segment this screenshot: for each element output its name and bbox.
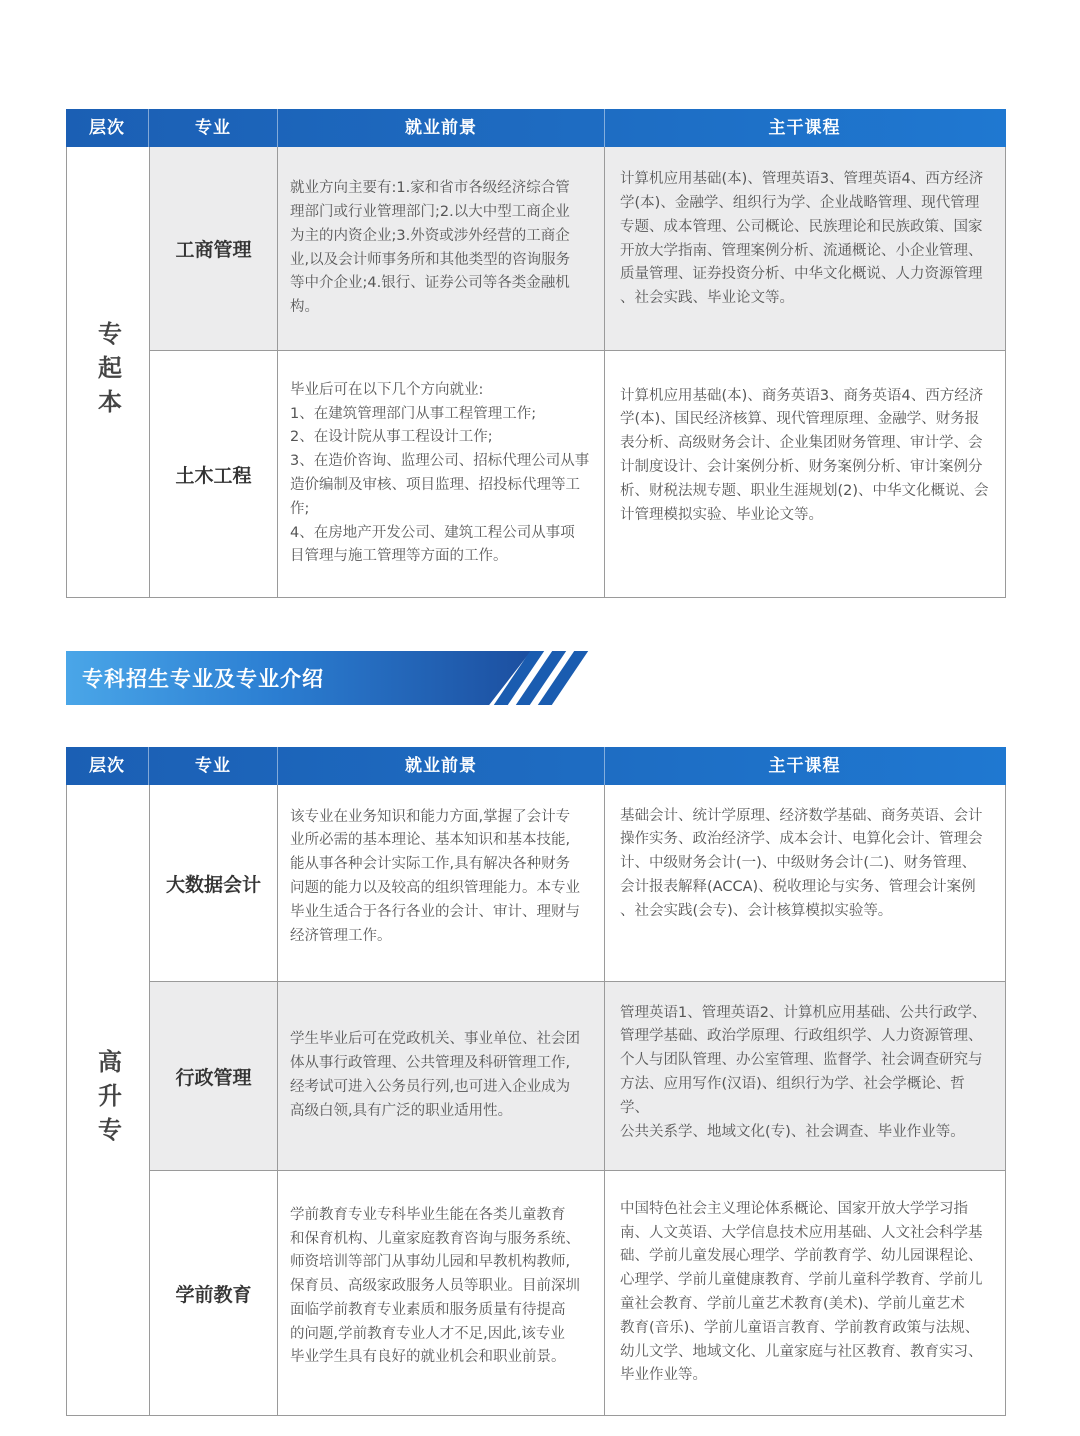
courses-text: 管理英语1、管理英语2、计算机应用基础、公共行政学、 管理学基础、政治学原理、行政组织学、人力资源管理、 个人与团队管理、办公室管理、监督学、社会调查研究与 方法、应用写作(汉语)、组织行为学、社会学概论、哲学、 公共关系学、地域文化(专)、社会调查、毕业作业等。 [620, 1004, 987, 1140]
major-name: 学前教育 [175, 1283, 252, 1306]
level-cell [67, 147, 150, 597]
table-upgrade-bachelor [66, 109, 1006, 597]
header-courses: 主干课程 [768, 756, 841, 776]
major-cell [150, 982, 278, 1170]
major-cell [150, 351, 278, 597]
table-header [66, 747, 1006, 785]
major-cell [150, 1171, 278, 1415]
header-employment: 就业前景 [405, 118, 477, 138]
courses-cell [606, 982, 1005, 1170]
major-name: 工商管理 [175, 239, 252, 261]
employment-text: 该专业在业务知识和能力方面,掌握了会计专 业所必需的基本理论、基本知识和基本技能, 能从事各种会计实际工作,具有解决各种财务 问题的能力以及较高的组织管理能力。本专业 毕业生适合于各行各业的会计、审计、理财与 经济管理工作。 [290, 808, 580, 944]
table-row [150, 147, 1005, 350]
section-title: 专科招生专业及专业介绍 [82, 667, 324, 691]
table-row [150, 785, 1005, 981]
major-cell [150, 147, 278, 350]
employment-cell [279, 785, 605, 981]
courses-cell [606, 1171, 1005, 1415]
courses-text: 中国特色社会主义理论体系概论、国家开放大学学习指 南、人文英语、大学信息技术应用基础、人文社会科学基 础、学前儿童发展心理学、学前教育学、幼儿园课程论、 心理学、学前儿童健康教育、学前儿童科学教育、学前儿 童社会教育、学前儿童艺术教育(美术)、学前儿童艺术 教育(音乐)、学前儿童语言教育、学前教育政策与法规、 幼儿文学、地域文化、儿童家庭与社区教育、教育实习、 毕业作业等。 [620, 1200, 983, 1384]
employment-cell [279, 1171, 605, 1415]
employment-cell [279, 351, 605, 597]
employment-cell [279, 982, 605, 1170]
employment-text: 学生毕业后可在党政机关、事业单位、社会团 体从事行政管理、公共管理及科研管理工作, 经考试可进入公务员行列,也可进入企业成为 高级白领,具有广泛的职业适用性。 [290, 1031, 580, 1119]
level-label: 专起本 [93, 321, 122, 423]
employment-text: 毕业后可在以下几个方向就业: 1、在建筑管理部门从事工程管理工作; 2、在设计院从事工程设计工作; 3、在造价咨询、监理公司、招标代理公司从事 造价编制及审核、项目监理、招投标代理等工 作; 4、在房地产开发公司、建筑工程公司从事项 目管理与施工管理等方面的工作。 [290, 381, 590, 565]
employment-text: 学前教育专业专科毕业生能在各类儿童教育 和保育机构、儿童家庭教育咨询与服务系统、 师资培训等部门从事幼儿园和早教机构教师, 保育员、高级家政服务人员等职业。目前深圳 面临学前教育专业素质和服务质量有待提高 的问题,学前教育专业人才不足,因此,该专业 毕业学生具有良好的就业机会和职业前景。 [290, 1206, 580, 1366]
level-cell [67, 785, 150, 1415]
major-name: 大数据会计 [165, 873, 261, 896]
courses-cell [606, 351, 1005, 597]
header-employment: 就业前景 [405, 756, 477, 776]
courses-text: 计算机应用基础(本)、管理英语3、管理英语4、西方经济 学(本)、金融学、组织行为学、企业战略管理、现代管理 专题、成本管理、公司概论、民族理论和民族政策、国家 开放大学指南、管理案例分析、流通概论、小企业管理、 质量管理、证券投资分析、中华文化概说、人力资源管理 、社会实践、毕业论文等。 [620, 171, 984, 307]
table-header [66, 109, 1006, 147]
employment-cell [279, 147, 605, 350]
table-row [150, 982, 1005, 1170]
header-level: 层次 [89, 756, 125, 776]
major-name: 土木工程 [175, 464, 252, 487]
employment-text: 就业方向主要有:1.家和省市各级经济综合管 理部门或行业管理部门;2.以大中型工商企业 为主的内资企业;3.外资或涉外经营的工商企 业,以及会计师事务所和其他类型的咨询服务 等中介企业;4.银行、证券公司等各类金融机 构。 [290, 180, 571, 316]
table-row [150, 351, 1005, 597]
courses-text: 计算机应用基础(本)、商务英语3、商务英语4、西方经济 学(本)、国民经济核算、现代管理原理、金融学、财务报 表分析、高级财务会计、企业集团财务管理、审计学、会 计制度设计、会计案例分析、财务案例分析、审计案例分 析、财税法规专题、职业生涯规划(2)、中华文化概说、会 计管理模拟实验、毕业论文等。 [620, 387, 989, 523]
courses-cell [606, 147, 1005, 350]
header-level: 层次 [89, 118, 125, 138]
section-banner [66, 651, 566, 705]
level-label: 高升专 [93, 1049, 122, 1151]
header-courses: 主干课程 [768, 118, 841, 138]
courses-text: 基础会计、统计学原理、经济数学基础、商务英语、会计 操作实务、政治经济学、成本会计、电算化会计、管理会 计、中级财务会计(一)、中级财务会计(二)、财务管理、 会计报表解释(ACCA)、税收理论与实务、管理会计案例 、社会实践(会专)、会计核算模拟实验等。 [620, 807, 983, 919]
header-major: 专业 [195, 756, 231, 776]
major-cell [150, 785, 278, 981]
table-row [150, 1171, 1005, 1415]
header-major: 专业 [195, 118, 231, 138]
courses-cell [606, 785, 1005, 981]
major-name: 行政管理 [175, 1066, 252, 1089]
table-upgrade-associate [66, 747, 1006, 1415]
